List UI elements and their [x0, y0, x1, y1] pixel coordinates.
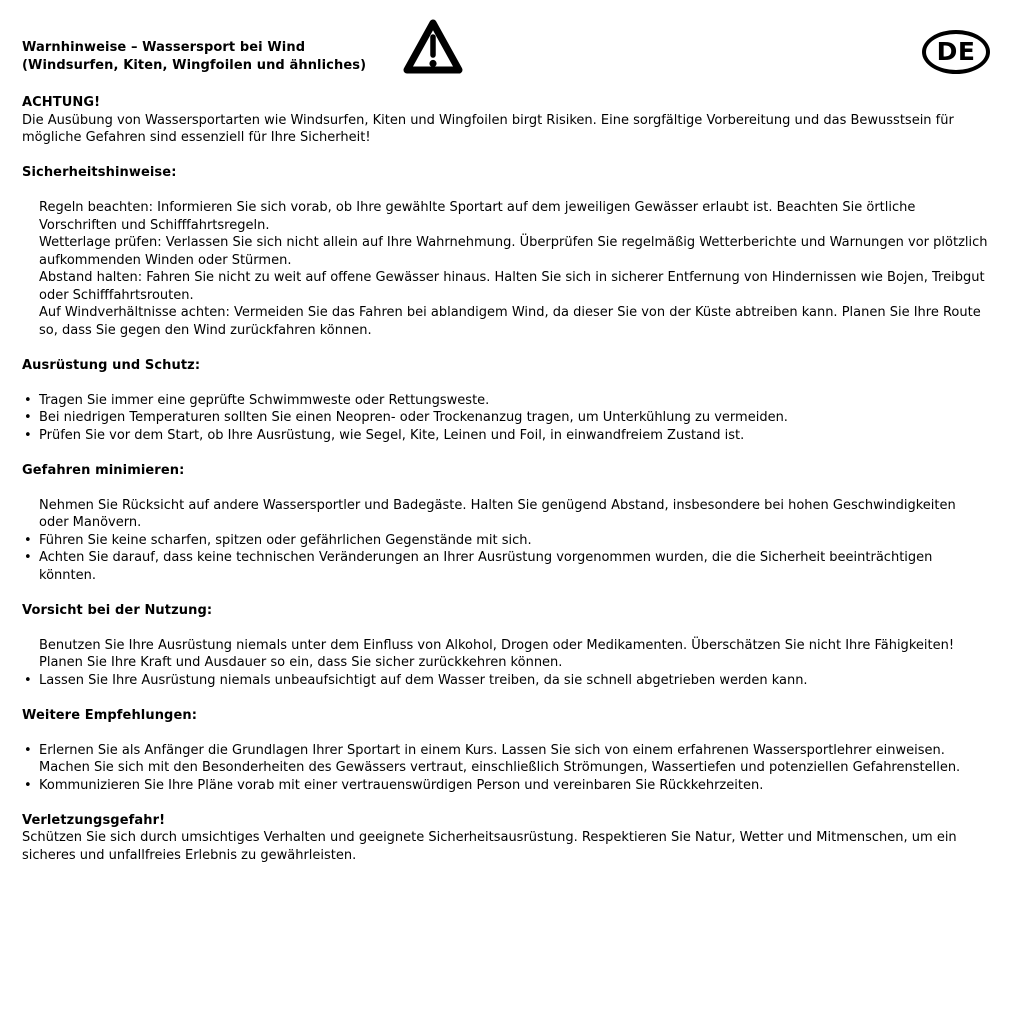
document-title	[22, 39, 366, 74]
text-item: Wetterlage prüfen: Verlassen Sie sich nicht allein auf Ihre Wahrnehmung. Überprüfen Sie regelmäßig Wetterberichte und Warnungen vor plötzlich aufkommenden Winden oder Stürmen.	[39, 235, 988, 268]
section-item-group	[22, 742, 988, 795]
bullet-item: • Erlernen Sie als Anfänger die Grundlagen Ihrer Sportart in einem Kurs. Lassen Sie sich von einem erfahrenen Wassersportlehrer einweisen.	[22, 742, 988, 760]
section-heading: Sicherheitshinweise:	[22, 165, 177, 180]
section-heading: Weitere Empfehlungen:	[22, 707, 198, 723]
section-item-group	[22, 497, 988, 585]
title-line-2: (Windsurfen, Kiten, Wingfoilen und ähnliches)	[22, 57, 367, 73]
section-heading: Vorsicht bei der Nutzung:	[22, 602, 213, 618]
section-heading: Gefahren minimieren:	[22, 462, 185, 478]
text-item: Regeln beachten: Informieren Sie sich vorab, ob Ihre gewählte Sportart auf dem jeweiligen Gewässer erlaubt ist. Beachten Sie örtliche Vorschriften und Schifffahrtsregeln.	[39, 200, 916, 233]
section-heading: ACHTUNG!	[22, 95, 101, 110]
bullet-item: • Prüfen Sie vor dem Start, ob Ihre Ausrüstung, wie Segel, Kite, Leinen und Foil, in einwandfreiem Zustand ist.	[22, 427, 988, 445]
sections-container	[22, 94, 988, 864]
section	[22, 462, 988, 585]
section	[22, 164, 988, 339]
section-paragraph: Schützen Sie sich durch umsichtiges Verhalten und geeignete Sicherheitsausrüstung. Respektieren Sie Natur, Wetter und Mitmenschen, um ein sicheres und unfallfreies Erlebnis zu gewährleisten.	[22, 830, 957, 863]
section	[22, 357, 988, 445]
bullet-item: • Lassen Sie Ihre Ausrüstung niemals unbeaufsichtigt auf dem Wasser treiben, da sie schnell abgetrieben werden kann.	[22, 672, 988, 690]
section-paragraph: Die Ausübung von Wassersportarten wie Windsurfen, Kiten und Wingfoilen birgt Risiken. Eine sorgfältige Vorbereitung und das Bewusstsein für mögliche Gefahren sind essenziell für Ihre Sicherheit!	[22, 112, 954, 145]
section-item-group	[22, 199, 988, 339]
bullet-item: • Tragen Sie immer eine geprüfte Schwimmweste oder Rettungsweste.	[22, 392, 988, 410]
bullet-item: • Führen Sie keine scharfen, spitzen oder gefährlichen Gegenstände mit sich.	[22, 532, 988, 550]
section	[22, 602, 988, 690]
language-badge	[922, 30, 990, 74]
section-item-group	[22, 637, 988, 690]
title-line-1: Warnhinweise – Wassersport bei Wind	[22, 40, 306, 55]
section-heading: Verletzungsgefahr!	[22, 812, 166, 828]
warning-triangle-icon	[402, 18, 464, 78]
section	[22, 707, 988, 795]
section	[22, 812, 988, 865]
text-item: Abstand halten: Fahren Sie nicht zu weit auf offene Gewässer hinaus. Halten Sie sich in sicherer Entfernung von Hindernissen wie Bojen, Treibgut oder Schifffahrtsrouten.	[39, 270, 985, 303]
bullet-item: • Bei niedrigen Temperaturen sollten Sie einen Neopren- oder Trockenanzug tragen, um Unterkühlung zu vermeiden.	[22, 409, 988, 427]
document-header	[22, 18, 988, 94]
text-item: Auf Windverhältnisse achten: Vermeiden Sie das Fahren bei ablandigem Wind, da dieser Sie von der Küste abtreiben kann. Planen Sie Ihre Route so, dass Sie gegen den Wind zurückfahren können.	[39, 305, 981, 338]
bullet-item: • Kommunizieren Sie Ihre Pläne vorab mit einer vertrauenswürdigen Person und vereinbaren Sie Rückkehrzeiten.	[22, 777, 988, 795]
language-badge-label: DE	[936, 37, 976, 67]
text-item: Nehmen Sie Rücksicht auf andere Wassersportler und Badegäste. Halten Sie genügend Abstand, insbesondere bei hohen Geschwindigkeiten oder Manövern.	[39, 497, 956, 530]
text-item: Benutzen Sie Ihre Ausrüstung niemals unter dem Einfluss von Alkohol, Drogen oder Medikamenten. Überschätzen Sie nicht Ihre Fähigkeiten! Planen Sie Ihre Kraft und Ausdauer so ein, dass Sie sicher zurückkehren können.	[39, 637, 955, 670]
section-item-group	[22, 392, 988, 445]
text-item: Machen Sie sich mit den Besonderheiten des Gewässers vertraut, einschließlich Strömungen, Wassertiefen und potenziellen Gefahrenstellen.	[39, 760, 961, 775]
section-heading: Ausrüstung und Schutz:	[22, 357, 201, 373]
bullet-item: • Achten Sie darauf, dass keine technischen Veränderungen an Ihrer Ausrüstung vorgenommen wurden, die die Sicherheit beeinträchtigen könnten.	[22, 549, 988, 584]
section	[22, 94, 988, 147]
